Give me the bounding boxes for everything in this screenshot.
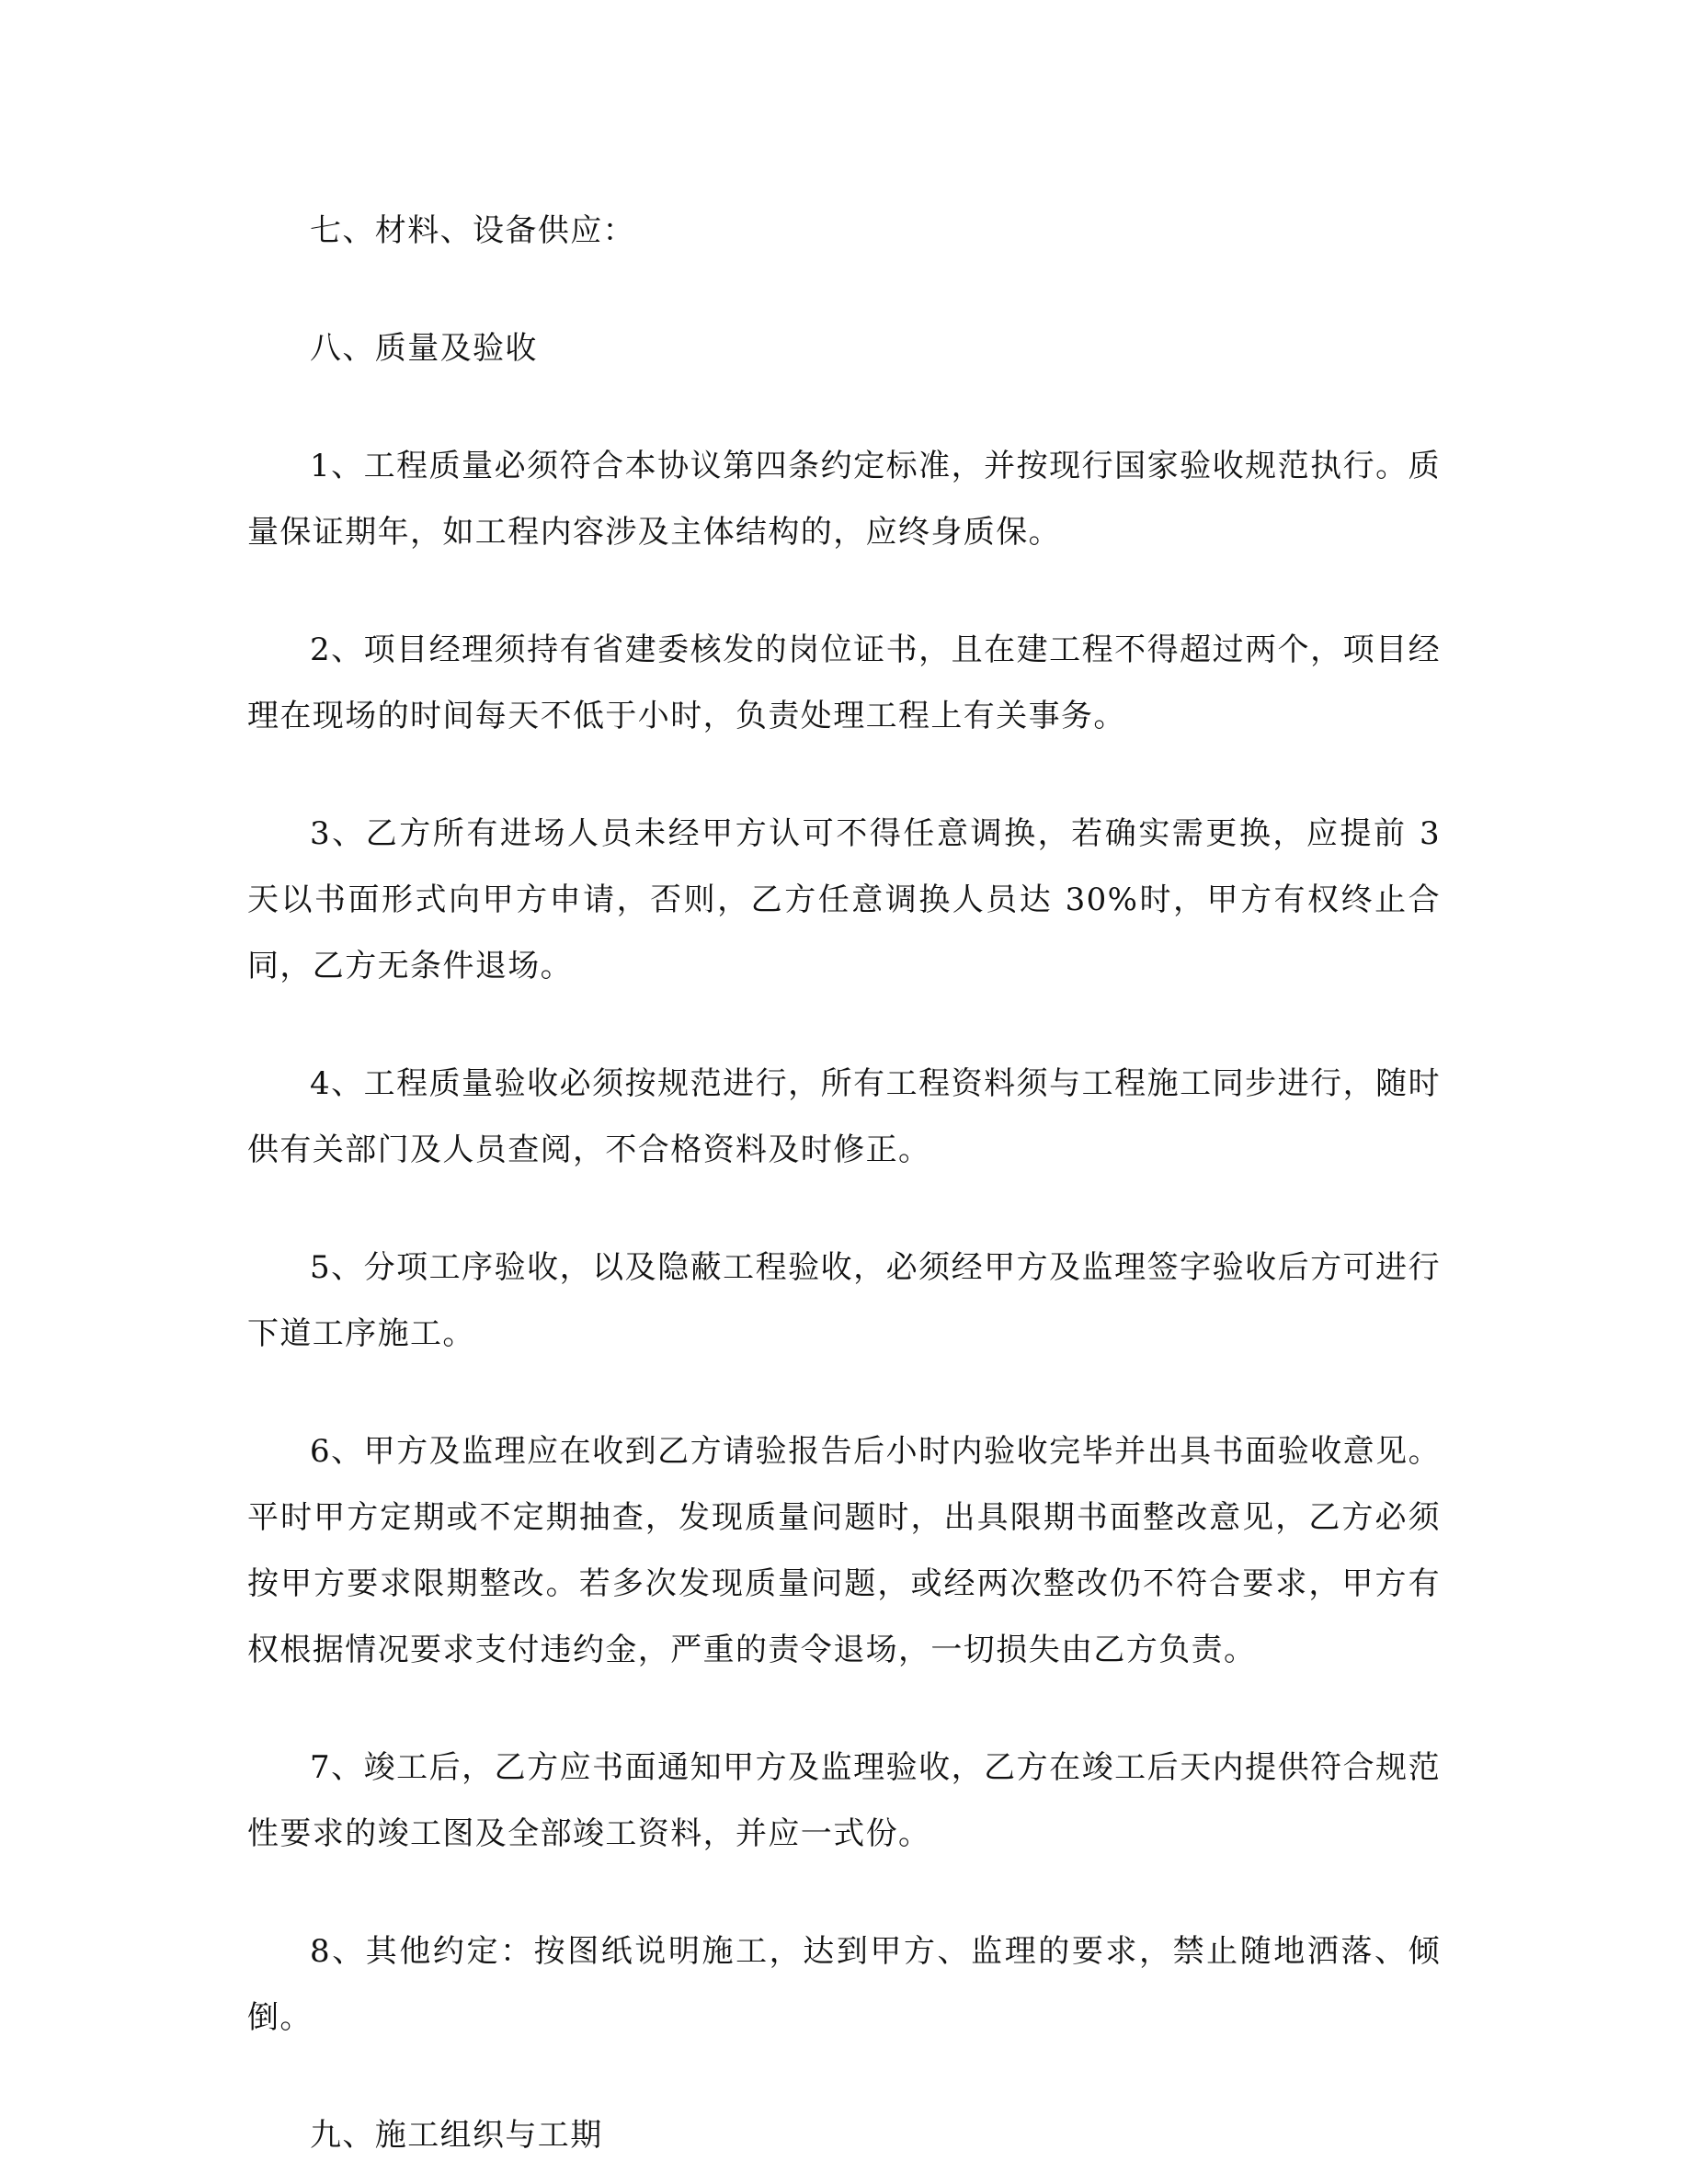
clause-paragraph: 4、工程质量验收必须按规范进行，所有工程资料须与工程施工同步进行，随时供有关部门及人员查阅，不合格资料及时修正。 — [247, 1065, 1441, 1168]
section-heading-materials: 七、材料、设备供应： — [310, 212, 635, 249]
clause-paragraph: 1、工程质量必须符合本协议第四条约定标准，并按现行国家验收规范执行。质量保证期年，如工程内容涉及主体结构的，应终身质保。 — [247, 448, 1441, 551]
document-body — [247, 198, 1441, 2168]
clause-paragraph: 7、竣工后，乙方应书面通知甲方及监理验收，乙方在竣工后天内提供符合规范性要求的竣工图及全部竣工资料，并应一式份。 — [247, 1749, 1441, 1852]
section-heading-schedule: 九、施工组织与工期 — [310, 2117, 603, 2154]
clause-paragraph: 3、乙方所有进场人员未经甲方认可不得任意调换，若确实需更换，应提前 3 天以书面形式向甲方申请，否则，乙方任意调换人员达 30%时，甲方有权终止合同，乙方无条件退场。 — [247, 815, 1441, 984]
section-heading-quality: 八、质量及验收 — [310, 330, 538, 367]
clause-paragraph: 2、项目经理须持有省建委核发的岗位证书，且在建工程不得超过两个，项目经理在现场的时间每天不低于小时，负责处理工程上有关事务。 — [247, 631, 1441, 734]
clause-paragraph: 6、甲方及监理应在收到乙方请验报告后小时内验收完毕并出具书面验收意见。平时甲方定期或不定期抽查，发现质量问题时，出具限期书面整改意见，乙方必须按甲方要求限期整改。若多次发现质量问题，或经两次整改仍不符合要求，甲方有权根据情况要求支付违约金，严重的责令退场，一切损失由乙方负责。 — [247, 1433, 1441, 1668]
clause-paragraph: 5、分项工序验收，以及隐蔽工程验收，必须经甲方及监理签字验收后方可进行下道工序施工。 — [247, 1249, 1441, 1352]
clause-paragraph: 8、其他约定：按图纸说明施工，达到甲方、监理的要求，禁止随地洒落、倾倒。 — [247, 1933, 1441, 2036]
